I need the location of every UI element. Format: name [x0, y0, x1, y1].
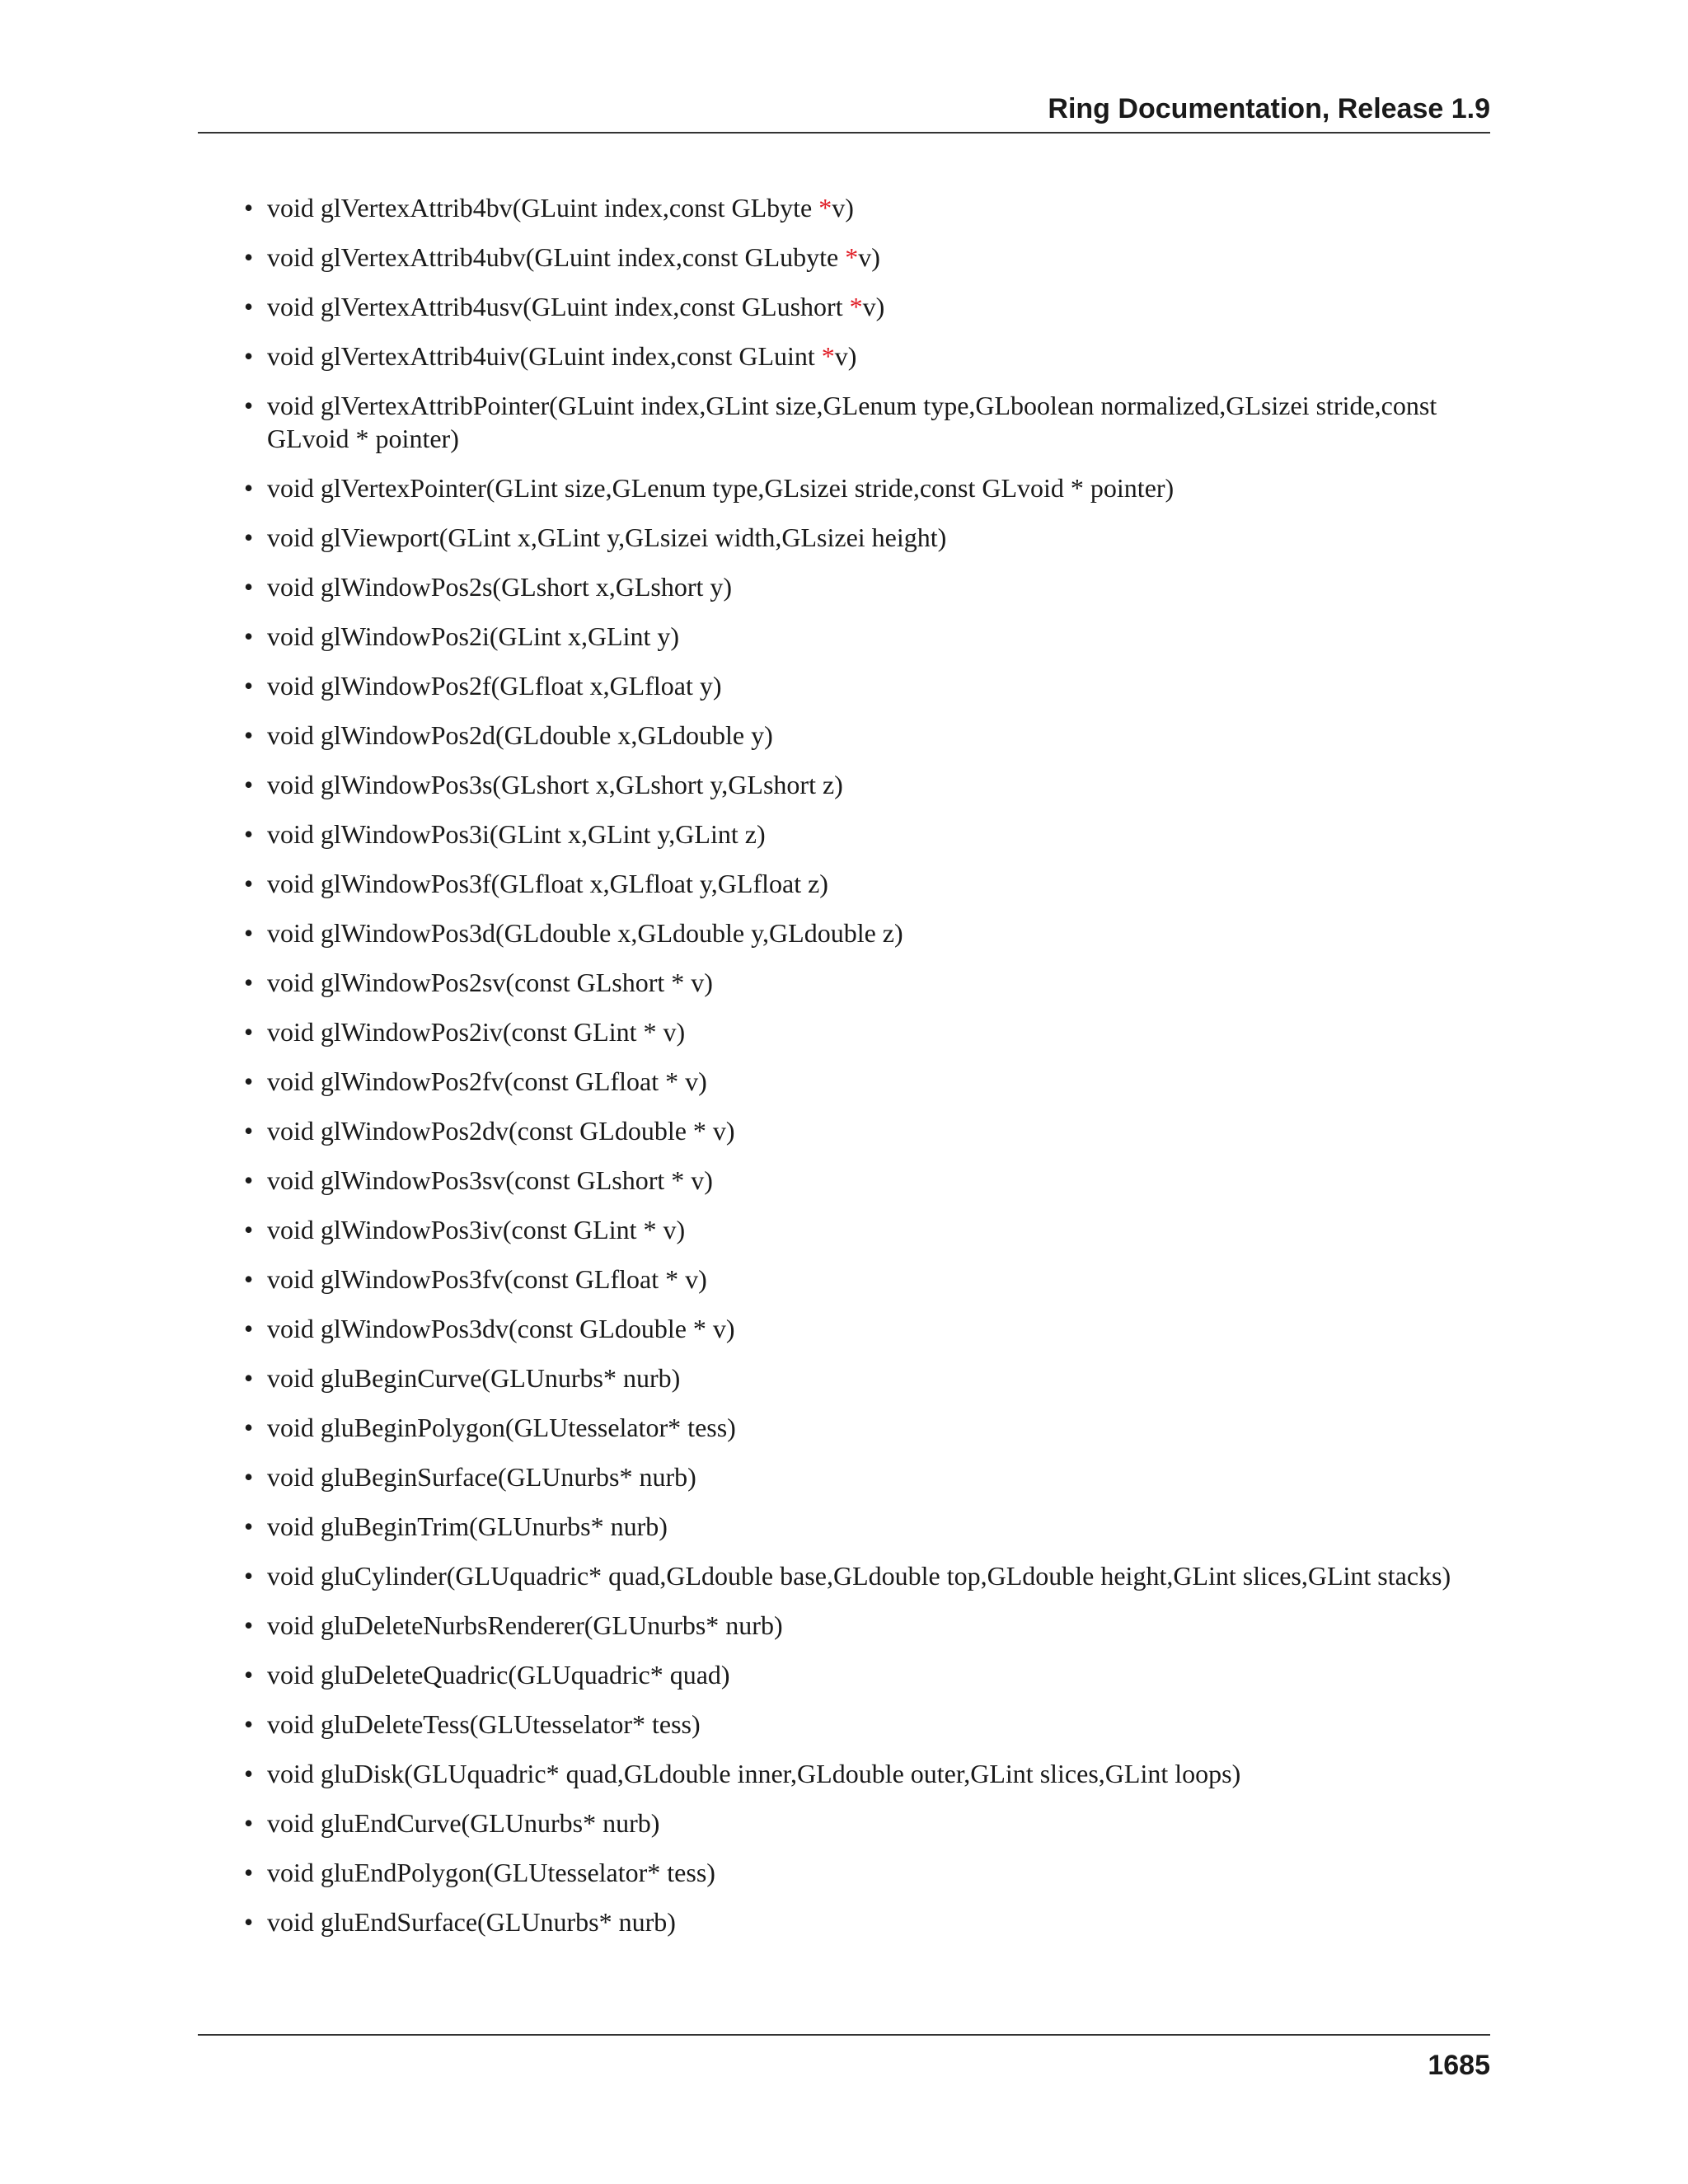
list-item [198, 340, 1492, 373]
function-signature: void glWindowPos2i(GLint x,GLint y) [267, 621, 680, 651]
bullet-icon: • [244, 1462, 254, 1492]
function-signature: void glVertexAttrib4bv(GLuint index,const GLbyte [267, 193, 819, 223]
list-item [198, 1460, 1492, 1493]
bullet-icon: • [244, 1759, 254, 1788]
page-header [198, 92, 1490, 134]
list-item [198, 1609, 1492, 1642]
list-item [198, 1065, 1492, 1098]
list-item [198, 1807, 1492, 1840]
function-signature: void glVertexAttrib4uiv(GLuint index,const GLuint [267, 341, 822, 371]
function-signature: void glWindowPos2s(GLshort x,GLshort y) [267, 572, 733, 602]
pointer-star: * [821, 341, 835, 371]
list-item [198, 1856, 1492, 1889]
bullet-icon: • [244, 193, 254, 223]
function-signature: void gluEndPolygon(GLUtesselator* tess) [267, 1858, 715, 1887]
bullet-icon: • [244, 341, 254, 371]
list-item [198, 867, 1492, 900]
list-item [198, 241, 1492, 274]
bullet-icon: • [244, 671, 254, 701]
bullet-icon: • [244, 1165, 254, 1195]
list-item [198, 1312, 1492, 1345]
bullet-icon: • [244, 1264, 254, 1294]
bullet-icon: • [244, 1116, 254, 1146]
bullet-icon: • [244, 523, 254, 552]
bullet-icon: • [244, 292, 254, 321]
function-signature: void glVertexPointer(GLint size,GLenum type,GLsizei stride,const GLvoid * pointer) [267, 473, 1175, 503]
function-signature: void gluDeleteQuadric(GLUquadric* quad) [267, 1660, 730, 1690]
function-list [198, 191, 1492, 1938]
bullet-icon: • [244, 918, 254, 948]
list-item [198, 191, 1492, 224]
pointer-star: * [845, 242, 859, 272]
bullet-icon: • [244, 1808, 254, 1838]
function-signature: void gluDisk(GLUquadric* quad,GLdouble inner,GLdouble outer,GLint slices,GLint loops) [267, 1759, 1241, 1788]
function-signature: void glWindowPos3f(GLfloat x,GLfloat y,GLfloat z) [267, 869, 828, 898]
function-signature: void gluDeleteNurbsRenderer(GLUnurbs* nurb) [267, 1610, 783, 1640]
list-item [198, 669, 1492, 702]
bullet-icon: • [244, 819, 254, 849]
list-item [198, 290, 1492, 323]
bullet-icon: • [244, 1660, 254, 1690]
function-signature: void glWindowPos3sv(const GLshort * v) [267, 1165, 713, 1195]
bullet-icon: • [244, 391, 254, 420]
bullet-icon: • [244, 968, 254, 997]
bullet-icon: • [244, 1907, 254, 1937]
bullet-icon: • [244, 1215, 254, 1244]
function-signature: void glWindowPos3i(GLint x,GLint y,GLint z) [267, 819, 766, 849]
list-item [198, 389, 1492, 455]
list-item [198, 966, 1492, 999]
function-signature: void glViewport(GLint x,GLint y,GLsizei width,GLsizei height) [267, 523, 947, 552]
list-item [198, 1905, 1492, 1938]
function-signature: void glVertexAttribPointer(GLuint index,GLint size,GLenum type,GLboolean normalized,GLsizei stride,const GLvoid * pointer) [267, 391, 1437, 453]
bullet-icon: • [244, 473, 254, 503]
bullet-icon: • [244, 1610, 254, 1640]
function-signature: void gluCylinder(GLUquadric* quad,GLdouble base,GLdouble top,GLdouble height,GLint slices,GLint stacks) [267, 1561, 1451, 1591]
bullet-icon: • [244, 572, 254, 602]
pointer-star: * [818, 193, 832, 223]
bullet-icon: • [244, 770, 254, 799]
list-item [198, 1658, 1492, 1691]
list-item [198, 916, 1492, 949]
function-signature: void gluBeginTrim(GLUnurbs* nurb) [267, 1511, 668, 1541]
list-item [198, 1015, 1492, 1048]
list-item [198, 1559, 1492, 1592]
list-item [198, 1361, 1492, 1394]
page-number: 1685 [1428, 2050, 1490, 2081]
function-signature: void glWindowPos2d(GLdouble x,GLdouble y) [267, 720, 773, 750]
function-signature: void glWindowPos3fv(const GLfloat * v) [267, 1264, 707, 1294]
bullet-icon: • [244, 1066, 254, 1096]
list-item [198, 1114, 1492, 1147]
function-signature-tail: v) [862, 292, 885, 321]
bullet-icon: • [244, 242, 254, 272]
bullet-icon: • [244, 1413, 254, 1442]
bullet-icon: • [244, 1709, 254, 1739]
list-item [198, 1164, 1492, 1197]
bullet-icon: • [244, 1363, 254, 1393]
function-signature-tail: v) [858, 242, 880, 272]
list-item [198, 1213, 1492, 1246]
bullet-icon: • [244, 1511, 254, 1541]
function-signature: void glVertexAttrib4usv(GLuint index,const GLushort [267, 292, 850, 321]
function-signature: void glWindowPos3s(GLshort x,GLshort y,GLshort z) [267, 770, 843, 799]
list-item [198, 1411, 1492, 1444]
document-title: Ring Documentation, Release 1.9 [1048, 93, 1490, 124]
pointer-star: * [849, 292, 863, 321]
function-signature-tail: v) [832, 193, 854, 223]
function-signature: void gluBeginCurve(GLUnurbs* nurb) [267, 1363, 681, 1393]
function-list-section [198, 191, 1492, 1955]
list-item [198, 1708, 1492, 1741]
list-item [198, 1757, 1492, 1790]
bullet-icon: • [244, 621, 254, 651]
list-item [198, 521, 1492, 554]
function-signature: void gluBeginPolygon(GLUtesselator* tess) [267, 1413, 736, 1442]
function-signature: void glVertexAttrib4ubv(GLuint index,const GLubyte [267, 242, 846, 272]
list-item [198, 570, 1492, 603]
function-signature: void glWindowPos2fv(const GLfloat * v) [267, 1066, 707, 1096]
list-item [198, 471, 1492, 504]
bullet-icon: • [244, 1561, 254, 1591]
function-signature: void gluEndCurve(GLUnurbs* nurb) [267, 1808, 660, 1838]
list-item [198, 620, 1492, 653]
list-item [198, 1510, 1492, 1543]
list-item [198, 818, 1492, 851]
function-signature: void gluDeleteTess(GLUtesselator* tess) [267, 1709, 701, 1739]
function-signature: void glWindowPos3d(GLdouble x,GLdouble y,GLdouble z) [267, 918, 903, 948]
function-signature: void glWindowPos2sv(const GLshort * v) [267, 968, 713, 997]
list-item [198, 1263, 1492, 1296]
bullet-icon: • [244, 1858, 254, 1887]
list-item [198, 719, 1492, 752]
function-signature: void glWindowPos3iv(const GLint * v) [267, 1215, 686, 1244]
page-footer [198, 2034, 1490, 2085]
bullet-icon: • [244, 1017, 254, 1047]
bullet-icon: • [244, 1314, 254, 1343]
list-item [198, 768, 1492, 801]
function-signature-tail: v) [834, 341, 857, 371]
function-signature: void glWindowPos3dv(const GLdouble * v) [267, 1314, 735, 1343]
function-signature: void gluBeginSurface(GLUnurbs* nurb) [267, 1462, 696, 1492]
bullet-icon: • [244, 869, 254, 898]
function-signature: void glWindowPos2f(GLfloat x,GLfloat y) [267, 671, 722, 701]
function-signature: void glWindowPos2iv(const GLint * v) [267, 1017, 686, 1047]
function-signature: void glWindowPos2dv(const GLdouble * v) [267, 1116, 735, 1146]
bullet-icon: • [244, 720, 254, 750]
function-signature: void gluEndSurface(GLUnurbs* nurb) [267, 1907, 676, 1937]
